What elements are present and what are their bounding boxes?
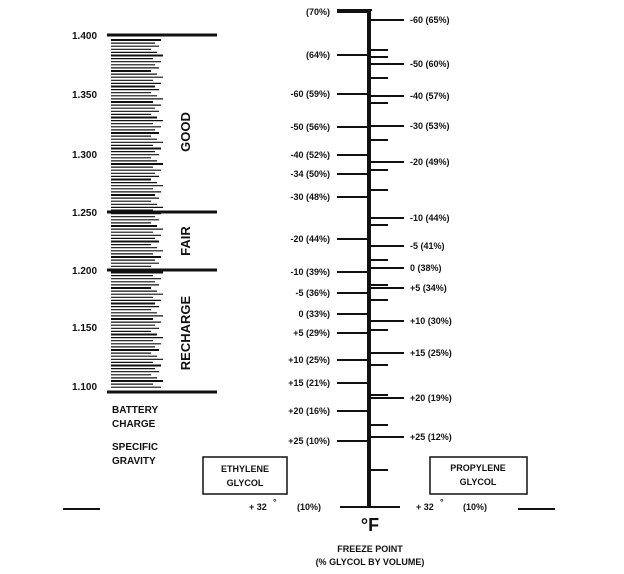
- ethylene-mark-label: -50 (56%): [290, 122, 330, 132]
- axis-minor-ticks: [369, 50, 388, 470]
- ethylene-mark-label: +25 (10%): [288, 436, 330, 446]
- propylene-mark-label: -50 (60%): [410, 59, 450, 69]
- zone-fair-label: FAIR: [178, 226, 193, 256]
- propylene-mark-label: -30 (53%): [410, 121, 450, 131]
- sg-tick-label: 1.150: [72, 323, 98, 334]
- battery-caption-line4: GRAVITY: [112, 456, 156, 467]
- ethylene-mark-label: (70%): [305, 7, 330, 17]
- ethylene-bottom-pct: (10%): [297, 502, 322, 512]
- propylene-mark-label: -10 (44%): [410, 213, 450, 223]
- propylene-marks: [369, 15, 452, 442]
- ethylene-degree-mark: °: [273, 497, 277, 507]
- propylene-mark-label: -5 (41%): [410, 241, 445, 251]
- ethylene-mark-label: -5 (36%): [295, 288, 330, 298]
- propylene-mark-label: -40 (57%): [410, 91, 450, 101]
- propylene-bottom-temp: + 32: [416, 502, 434, 512]
- ethylene-mark-label: -10 (39%): [290, 267, 330, 277]
- zone-recharge-label: RECHARGE: [178, 295, 193, 371]
- battery-caption-line2: CHARGE: [112, 419, 156, 430]
- ethylene-bottom-temp: + 32: [249, 502, 267, 512]
- propylene-glycol-box: [430, 457, 527, 494]
- zone-good-label: GOOD: [178, 112, 193, 152]
- specific-gravity-hatching: [111, 40, 163, 387]
- propylene-mark-label: +15 (25%): [410, 348, 452, 358]
- propylene-mark-label: -60 (65%): [410, 15, 450, 25]
- propylene-mark-label: -20 (49%): [410, 157, 450, 167]
- sg-tick-label: 1.250: [72, 208, 98, 219]
- axis-title-line2: (% GLYCOL BY VOLUME): [315, 557, 425, 567]
- sg-tick-label: 1.100: [72, 382, 98, 393]
- propylene-mark-label: +5 (34%): [410, 283, 447, 293]
- sg-tick-label: 1.200: [72, 266, 98, 277]
- sg-tick-label: 1.400: [72, 31, 98, 42]
- ethylene-mark-label: +15 (21%): [288, 378, 330, 388]
- sg-tick-label: 1.350: [72, 90, 98, 101]
- ethylene-mark-label: 0 (33%): [298, 309, 330, 319]
- ethylene-box-line2: GLYCOL: [226, 478, 264, 488]
- ethylene-mark-label: +5 (29%): [293, 328, 330, 338]
- ethylene-marks: [288, 7, 369, 446]
- battery-caption-line3: SPECIFIC: [112, 442, 159, 453]
- ethylene-mark-label: (64%): [305, 50, 330, 60]
- axis-title-line1: FREEZE POINT: [337, 544, 403, 554]
- ethylene-mark-label: +20 (16%): [288, 406, 330, 416]
- ethylene-mark-label: +10 (25%): [288, 355, 330, 365]
- ethylene-mark-label: -60 (59%): [290, 89, 330, 99]
- propylene-mark-label: 0 (38%): [410, 263, 442, 273]
- ethylene-glycol-box: [203, 457, 287, 494]
- ethylene-mark-label: -40 (52%): [290, 150, 330, 160]
- propylene-box-line2: GLYCOL: [459, 477, 497, 487]
- sg-tick-label: 1.300: [72, 150, 98, 161]
- hydrometer-scale: [72, 31, 217, 467]
- ethylene-mark-label: -34 (50%): [290, 169, 330, 179]
- propylene-mark-label: +20 (19%): [410, 393, 452, 403]
- propylene-box-line1: PROPYLENE: [450, 463, 506, 473]
- propylene-mark-label: +25 (12%): [410, 432, 452, 442]
- ethylene-mark-label: -20 (44%): [290, 234, 330, 244]
- axis-unit-label: °F: [360, 515, 380, 535]
- propylene-bottom-pct: (10%): [463, 502, 488, 512]
- ethylene-box-line1: ETHYLENE: [220, 464, 270, 474]
- ethylene-mark-label: -30 (48%): [290, 192, 330, 202]
- propylene-degree-mark: °: [440, 497, 444, 507]
- propylene-mark-label: +10 (30%): [410, 316, 452, 326]
- battery-caption-line1: BATTERY: [112, 405, 159, 416]
